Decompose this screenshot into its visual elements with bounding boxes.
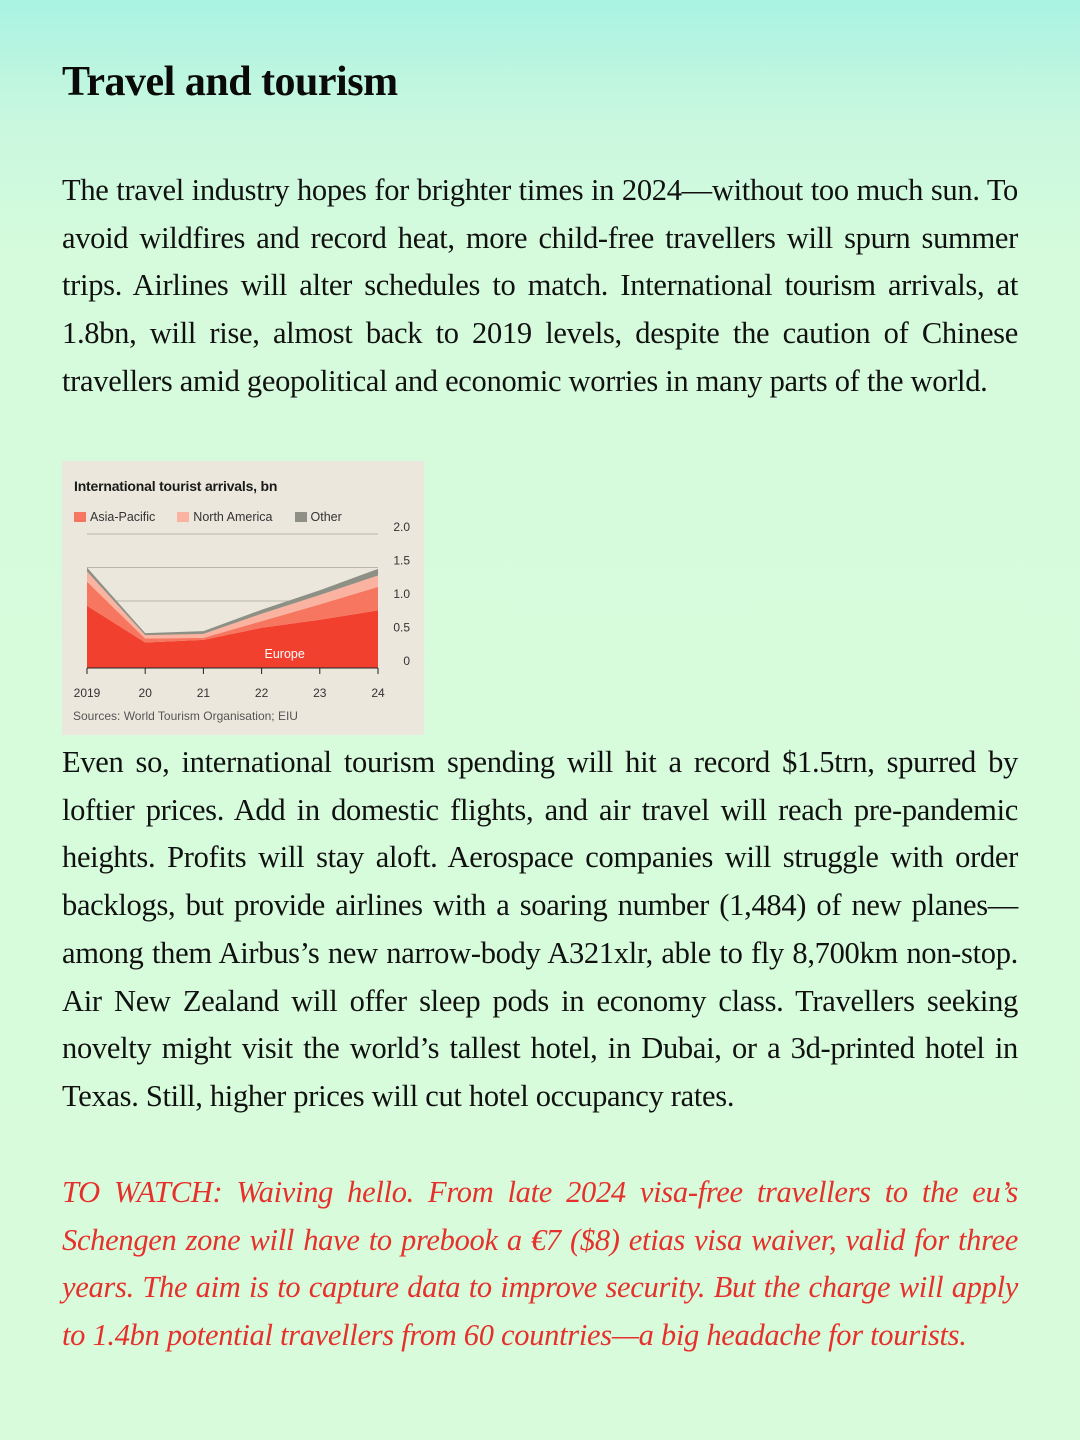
- series-label-europe: Europe: [264, 646, 305, 661]
- chart-title: International tourist arrivals, bn: [74, 478, 278, 494]
- article-title: Travel and tourism: [62, 59, 398, 105]
- article-paragraph-2: Even so, international tourism spending will hit a record $1.5trn, spurred by loftier prices. Add in domestic flights, and air travel will reach pre-pandemic heights. Profits will stay aloft. Aerospace companies will struggle with order backlogs, but provide airlines with a soaring number (1,484) of new planes—among them Airbus’s new narrow-body A321xlr, able to fly 8,700km non-stop. Air New Zealand will offer sleep pods in economy class. Travellers seeking novelty might visit the world’s tallest hotel, in Dubai, or a 3d-printed hotel in Texas. Still, higher prices will cut hotel occupancy rates.: [62, 745, 1018, 1113]
- y-tick-label-2: 1.0: [393, 587, 410, 601]
- x-tick-label-21: 21: [196, 686, 211, 700]
- y-tick-label-4: 2.0: [393, 520, 410, 534]
- to-watch-note: TO WATCH: Waiving hello. From late 2024 visa-free travellers to the eu’s Schengen zone will have to prebook a €7 ($8) etias visa waiver, valid for three years. The aim is to capture data to improve security. But the charge will apply to 1.4bn potential travellers from 60 countries—a big headache for tourists.: [62, 1175, 1018, 1353]
- y-tick-label-3: 1.5: [393, 553, 410, 568]
- chart-panel: [62, 461, 424, 735]
- y-tick-label-0: 0: [403, 654, 410, 668]
- x-tick-label-24: 24: [371, 686, 385, 700]
- y-tick-label-1: 0.5: [393, 620, 410, 635]
- chart-source: Sources: World Tourism Organisation; EIU: [73, 709, 298, 723]
- x-tick-label-2019: 2019: [73, 686, 101, 700]
- arrivals-area-chart: [62, 461, 424, 735]
- legend-label-asia-pacific: Asia-Pacific: [90, 510, 156, 524]
- x-tick-label-23: 23: [313, 686, 327, 700]
- article-paragraph-1: The travel industry hopes for brighter times in 2024—without too much sun. To avoid wildfires and record heat, more child-free travellers will spurn summer trips. Airlines will alter schedules to match. International tourism arrivals, at 1.8bn, will rise, almost back to 2019 levels, despite the caution of Chinese travellers amid geopolitical and economic worries in many parts of the world.: [62, 173, 1018, 398]
- x-tick-label-22: 22: [254, 686, 269, 700]
- legend-label-north-america: North America: [193, 510, 273, 524]
- x-tick-label-20: 20: [138, 686, 152, 700]
- legend-label-other: Other: [310, 510, 342, 524]
